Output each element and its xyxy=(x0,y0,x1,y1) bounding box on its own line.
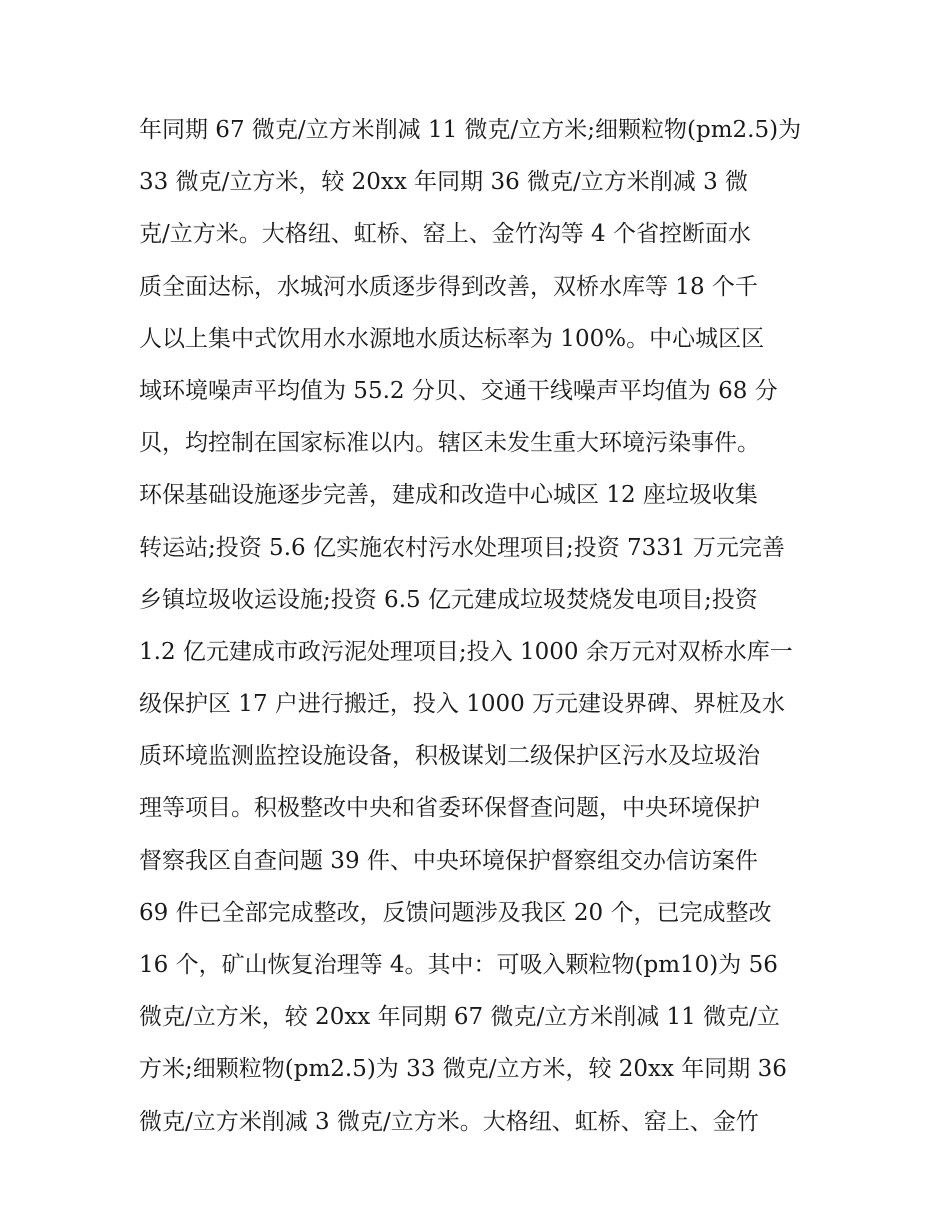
text-line: 质全面达标，水城河水质逐步得到改善，双桥水库等 18 个千 xyxy=(139,273,758,300)
text-line: 1.2 亿元建成市政污泥处理项目;投入 1000 余万元对双桥水库一 xyxy=(139,638,793,665)
text-line: 级保护区 17 户进行搬迁，投入 1000 万元建设界碑、界桩及水 xyxy=(139,691,786,718)
text-line: 人以上集中式饮用水水源地水质达标率为 100%。中心城区区 xyxy=(139,325,765,352)
text-line: 年同期 67 微克/立方米削减 11 微克/立方米;细颗粒物(pm2.5)为 xyxy=(139,117,802,143)
text-line: 转运站;投资 5.6 亿实施农村污水处理项目;投资 7331 万元完善 xyxy=(139,534,785,561)
text-line: 方米;细颗粒物(pm2.5)为 33 微克/立方米，较 20xx 年同期 36 xyxy=(139,1056,787,1083)
text-line: 16 个，矿山恢复治理等 4。其中：可吸入颗粒物(pm10)为 56 xyxy=(139,952,778,978)
text-line: 69 件已全部完成整改，反馈问题涉及我区 20 个，已完成整改 xyxy=(139,899,772,926)
text-line: 贝，均控制在国家标准以内。辖区未发生重大环境污染事件。 xyxy=(139,430,760,457)
text-line: 乡镇垃圾收运设施;投资 6.5 亿元建成垃圾焚烧发电项目;投资 xyxy=(139,586,758,613)
text-line: 33 微克/立方米，较 20xx 年同期 36 微克/立方米削减 3 微 xyxy=(139,169,749,196)
text-line: 微克/立方米削减 3 微克/立方米。大格纽、虹桥、窑上、金竹 xyxy=(139,1108,759,1135)
text-line: 质环境监测监控设施设备，积极谋划二级保护区污水及垃圾治 xyxy=(139,743,760,770)
body-text xyxy=(139,104,819,1148)
text-line: 域环境噪声平均值为 55.2 分贝、交通干线噪声平均值为 68 分 xyxy=(139,377,778,404)
text-line: 克/立方米。大格纽、虹桥、窑上、金竹沟等 4 个省控断面水 xyxy=(139,221,752,248)
text-line: 环保基础设施逐步完善，建成和改造中心城区 12 座垃圾收集 xyxy=(139,482,758,509)
text-line: 督察我区自查问题 39 件、中央环境保护督察组交办信访案件 xyxy=(139,847,758,874)
text-line: 微克/立方米，较 20xx 年同期 67 微克/立方米削减 11 微克/立 xyxy=(139,1004,780,1031)
text-line: 理等项目。积极整改中央和省委环保督查问题，中央环境保护 xyxy=(139,795,760,822)
